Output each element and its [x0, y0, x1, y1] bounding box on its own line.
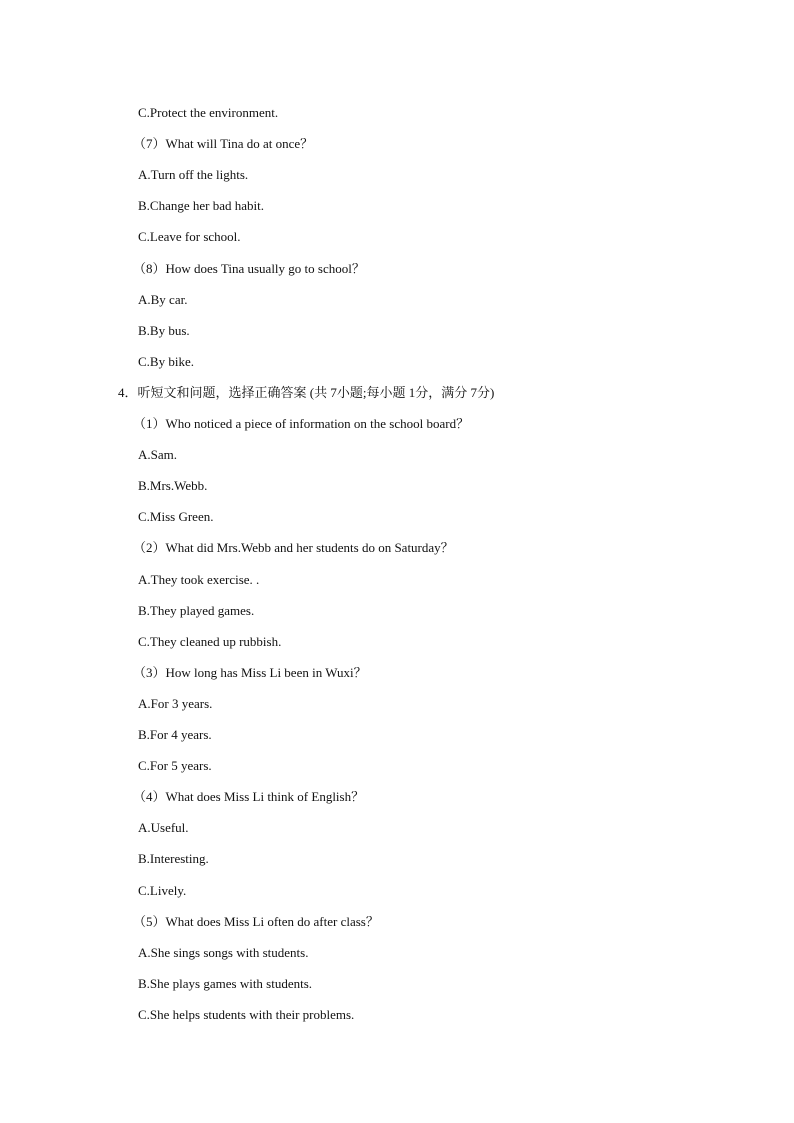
answer-option: B.For 4 years. [138, 727, 212, 742]
question-text: （7）What will Tina do at once？ [133, 136, 314, 152]
answer-option: C.By bike. [138, 353, 194, 369]
question-text: （4）What does Miss Li think of English？ [133, 789, 365, 805]
answer-option: B.She plays games with students. [138, 975, 313, 991]
section-heading: 4．听短文和问题，选择正确答案 (共 7小题;每小题 1分，满分 7分) [118, 384, 495, 400]
answer-option: A.She sings songs with students. [138, 944, 309, 960]
answer-option: C.They cleaned up rubbish. [138, 633, 282, 649]
answer-option: B.Change her bad habit. [138, 198, 264, 214]
answer-option: B.They played games. [138, 602, 255, 618]
answer-option: A.Useful. [138, 820, 189, 836]
answer-option: C.For 5 years. [138, 758, 212, 774]
question-text: （5）What does Miss Li often do after class？ [133, 913, 379, 929]
question-text: （2）What did Mrs.Webb and her students do on Saturday？ [133, 540, 454, 556]
answer-option: C.Protect the environment. [138, 105, 279, 120]
answer-option: A.By car. [138, 291, 188, 307]
answer-option: B.By bus. [138, 322, 190, 338]
answer-option: A.Turn off the lights. [138, 167, 249, 183]
answer-option: C.Miss Green. [138, 509, 214, 525]
question-text: （8）How does Tina usually go to school？ [133, 260, 365, 276]
question-text: （1）Who noticed a piece of information on the school board？ [133, 416, 470, 431]
answer-option: B.Interesting. [138, 851, 209, 867]
answer-option: C.Lively. [138, 882, 187, 898]
answer-option: B.Mrs.Webb. [138, 478, 208, 494]
question-text: （3）How long has Miss Li been in Wuxi？ [133, 664, 367, 680]
answer-option: A.They took exercise. . [138, 571, 260, 587]
answer-option: A.Sam. [138, 447, 177, 463]
answer-option: C.She helps students with their problems. [138, 1006, 355, 1022]
answer-option: C.Leave for school. [138, 229, 241, 245]
answer-option: A.For 3 years. [138, 695, 213, 711]
